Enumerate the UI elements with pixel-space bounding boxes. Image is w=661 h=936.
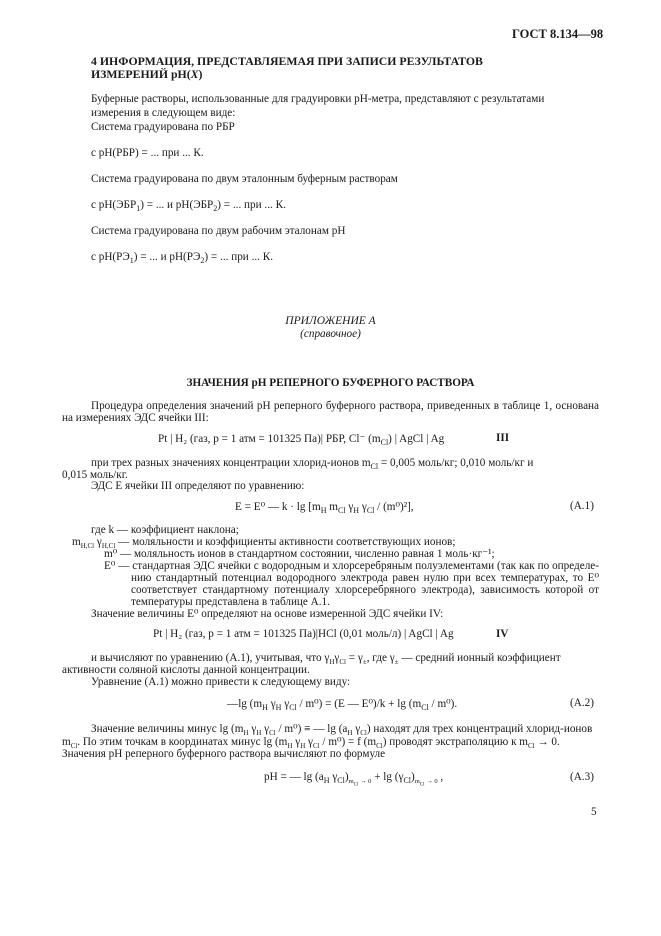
where-k: где k — коэффициент наклона; [91,524,239,536]
intro-line2: измерения в следующем виде: [91,107,236,119]
p7-line2: $m_{Cl}$. По этим точкам в координатах минус $\lg (m_H$ $\gamma_H$ $\gamma_{Cl} / m^0) = f$ $(m_{Cl})$ проводят экстраполяцию к $m_{Cl} \to 0$. [62,736,560,751]
system2-title: Система градуирована по двум эталонным буферным растворам [91,173,398,185]
p5-line2: активности соляной кислоты данной концентрации. [62,664,310,676]
p5-line1: и вычисляют по уравнению (А.1), учитывая, что $\gamma_H\gamma_{Cl} = \gamma_\pm$, где $\gamma_\pm$ — средний ионный коэффициент [91,652,561,667]
document-number: ГОСТ 8.134—98 [512,27,604,41]
equation-a1: E = E⁰ — $k \cdot \lg [m_H$ $m_{Cl}$ $\gamma_H$ $\gamma_{Cl} / (m^0)^2$], [235,501,414,516]
cell3-number: III [496,432,510,444]
cell3-scheme: Pt | H₂ (газ, p = 1 атм = 101325 Па)| РБР, Cl⁻ $(m_{Cl})$ | AgCl | Ag [158,433,445,448]
appendix-title: ПРИЛОЖЕНИЕ А [285,315,376,327]
section-title-line2: ИЗМЕРЕНИЙ pH(X) [91,67,203,81]
equation-a2: —lg ($m_H$ $\gamma_H$ $\gamma_{Cl} / m^0) = (E$ — $E^0)/k + \lg (m_{Cl} / m^0)$. [227,698,458,713]
p6: Уравнение (А.1) можно привести к следующему виду: [91,676,351,688]
equation-a3: pH = — $\lg (a_H$ $\gamma_{Cl})_{m_{Cl} \to 0} + \lg (\gamma_{Cl})_{m_{Cl} \to 0}$ , [264,771,444,788]
system1-title: Система градуирована по РБР [91,121,235,133]
cell4-number: IV [496,628,509,640]
p2-line2: 0,015 моль/кг. [62,469,128,481]
equation-a2-number: (А.2) [570,697,594,709]
p1-line1: Процедура определения значений pH реперного буферного раствора, приведенных в таблице 1, основана [91,400,599,412]
where-e0-line4: температуры представлена в таблице А.1. [131,596,330,608]
intro-line1: Буферные растворы, использованные для градуировки pH-метра, представляют с результатами [91,93,545,105]
section-title-line1: 4 ИНФОРМАЦИЯ, ПРЕДСТАВЛЯЕМАЯ ПРИ ЗАПИСИ РЕЗУЛЬТАТОВ [91,54,483,68]
p4: Значение величины E⁰ определяют на основе измеренной ЭДС ячейки IV: [91,608,444,620]
where-e0-line2: нию стандартный потенциал водородного электрода равен нулю при всех температурах, то E⁰ [131,572,599,584]
system2-formula: с $pH(ЭБР_1)$ = ... и $pH(ЭБР_2)$ = ... при ... К. [91,199,286,214]
appendix-subtitle: (справочное) [300,328,361,340]
system3-title: Система градуирована по двум рабочим эталонам pH [91,225,346,237]
cell4-scheme: Pt | H₂ (газ, p = 1 атм = 101325 Па)|HCl (0,01 моль/л) | AgCl | Ag [153,628,454,640]
page-number: 5 [591,806,597,818]
p1-line2: на измерениях ЭДС ячейки III: [62,412,209,424]
where-e0-line1: E⁰ — стандартная ЭДС ячейки с водородным и хлорсеребряным полуэлементами (так как по определе- [104,560,599,572]
where-e0-line3: соответствует стандартному потенциалу хлорсеребряного электрода), зависимость которой от [131,584,599,596]
where-m0: m⁰ — моляльность ионов в стандартном состоянии, численно равная 1 моль·кг⁻¹; [104,548,495,560]
equation-a3-number: (А.3) [570,771,594,783]
system3-formula: с $pH(РЭ_1)$ = ... и $pH(РЭ_2)$ = ... при ... К. [91,251,274,266]
where-m: $m_{H,Cl}$ $\gamma_{H,Cl}$ — моляльности и коэффициенты активности соответствующих ионов; [72,536,456,551]
p7-line1: Значение величины минус $\lg (m_H$ $\gamma_H$ $\gamma_{Cl} / m^0$) ≡ — $\lg (a_H$ $\gamma_{Cl}$) находят для трех концентраций хлорид-ионов [91,723,593,738]
system1-formula: с pH(РБР) = ... при ... К. [91,147,204,159]
equation-a1-number: (А.1) [570,500,594,512]
p7-line3: Значения pH реперного буферного раствора вычисляют по формуле [62,748,386,760]
p3: ЭДС E ячейки III определяют по уравнению: [91,480,305,492]
appendix-heading: ЗНАЧЕНИЯ pH РЕПЕРНОГО БУФЕРНОГО РАСТВОРА [186,377,475,389]
p2-line1: при трех разных значениях концентрации хлорид-ионов $m_{Cl} = 0,005$ моль/кг; 0,010 моль/кг и [91,457,534,472]
